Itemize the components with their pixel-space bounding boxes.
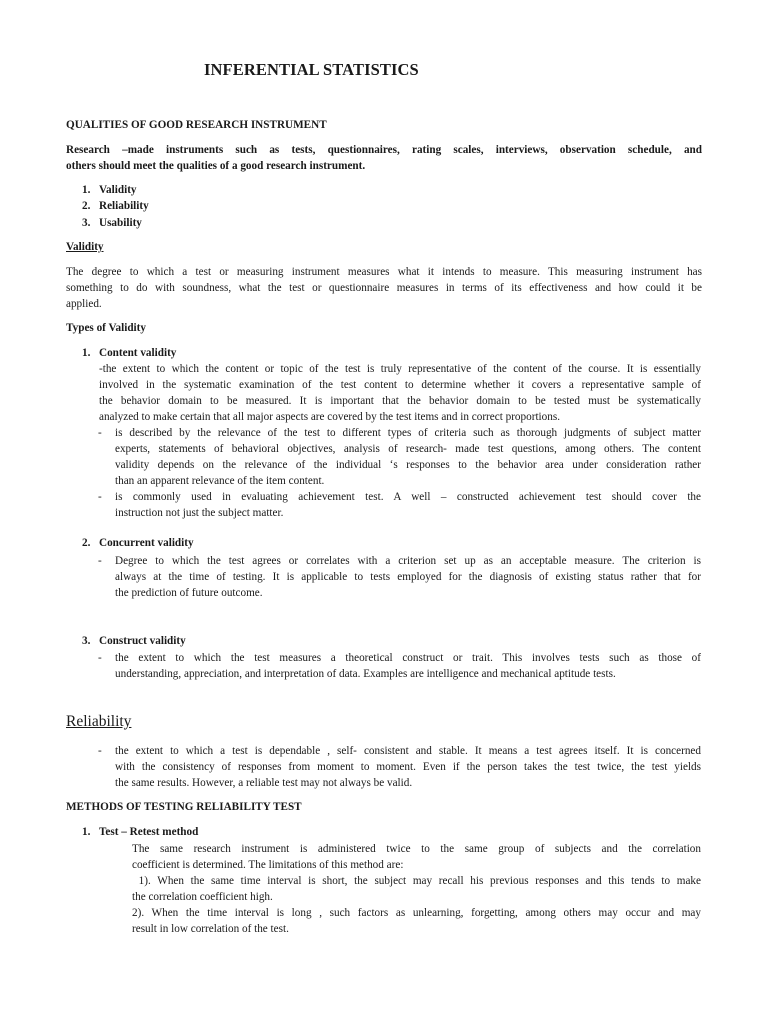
concurrent-validity-line: the prediction of future outcome.	[115, 587, 263, 599]
test-retest-line: the correlation coefficient high.	[132, 891, 273, 903]
bullet-dash: -	[98, 745, 102, 757]
construct-validity-line: the extent to which the test measures a theoretical construct or trait. This involves tests such as those of	[115, 652, 701, 664]
content-bullet-1-line: experts, statements of behavioral objectives, analysis of research- made test questions, among others. The content	[115, 443, 701, 455]
content-bullet-1-line: than an apparent relevance of the item content.	[115, 475, 325, 487]
content-validity-heading: 1. Content validity	[82, 347, 177, 359]
quality-item-usability: 3. Usability	[82, 217, 142, 229]
content-bullet-2-line: is commonly used in evaluating achievement test. A well – constructed achievement test should cover the	[115, 491, 701, 503]
validity-heading: Validity	[66, 241, 104, 253]
validity-def-line-1: The degree to which a test or measuring instrument measures what it intends to measure. This measuring instrument has	[66, 266, 702, 278]
concurrent-validity-line: Degree to which the test agrees or correlates with a criterion set up as an acceptable measure. The criterion is	[115, 555, 701, 567]
test-retest-line: result in low correlation of the test.	[132, 923, 289, 935]
test-retest-line: 1). When the same time interval is short, the subject may recall his previous responses and this tends to make	[132, 875, 701, 887]
reliability-line: with the consistency of responses from moment to moment. Even if the person takes the test twice, the test yields	[115, 761, 701, 773]
content-validity-para-line: -the extent to which the content or topic of the test is truly representative of the content of the course. It is essentially	[99, 363, 701, 375]
content-validity-para-line: analyzed to make certain that all major aspects are covered by the test items and in correct proportions.	[99, 411, 560, 423]
reliability-line: the same results. However, a reliable test may not always be valid.	[115, 777, 413, 789]
concurrent-validity-line: always at the time of testing. It is applicable to tests employed for the diagnosis of existing status rather that for	[115, 571, 701, 583]
reliability-heading: Reliability	[66, 713, 132, 730]
bullet-dash: -	[98, 652, 102, 664]
bullet-dash: -	[98, 427, 102, 439]
validity-def-line-3: applied.	[66, 298, 102, 310]
methods-heading: METHODS OF TESTING RELIABILITY TEST	[66, 801, 302, 813]
intro-line-2: others should meet the qualities of a good research instrument.	[66, 160, 366, 172]
validity-def-line-2: something to do with soundness, what the test or questionnaire measures in terms of its effectiveness and how could it be	[66, 282, 702, 294]
content-bullet-1-line: is described by the relevance of the test to different types of criteria such as thorough judgments of subject matter	[115, 427, 701, 439]
test-retest-line: coefficient is determined. The limitations of this method are:	[132, 859, 404, 871]
quality-item-reliability: 2. Reliability	[82, 200, 149, 212]
content-bullet-1-line: validity depends on the relevance of the individual ‘s responses to the behavior area under consideration rather	[115, 459, 701, 471]
content-validity-para-line: involved in the systematic examination of the test content to determine whether it covers a representative sample of	[99, 379, 701, 391]
content-bullet-2-line: instruction not just the subject matter.	[115, 507, 284, 519]
content-validity-para-line: the behavior domain to be measured. It is important that the behavior domain to be tested must be systematically	[99, 395, 701, 407]
construct-validity-line: understanding, appreciation, and interpretation of data. Examples are intelligence and mechanical aptitude tests.	[115, 668, 616, 680]
construct-validity-heading: 3. Construct validity	[82, 635, 186, 647]
quality-item-validity: 1. Validity	[82, 184, 137, 196]
types-of-validity-heading: Types of Validity	[66, 322, 146, 334]
bullet-dash: -	[98, 555, 102, 567]
intro-line-1: Research –made instruments such as tests, questionnaires, rating scales, interviews, observation schedule, and	[66, 144, 702, 156]
bullet-dash: -	[98, 491, 102, 503]
concurrent-validity-heading: 2. Concurrent validity	[82, 537, 194, 549]
reliability-line: the extent to which a test is dependable , self- consistent and stable. It means a test agrees itself. It is concerned	[115, 745, 701, 757]
test-retest-line: The same research instrument is administered twice to the same group of subjects and the correlation	[132, 843, 701, 855]
page-title: INFERENTIAL STATISTICS	[204, 60, 419, 79]
test-retest-heading: 1. Test – Retest method	[82, 826, 199, 838]
qualities-heading: QUALITIES OF GOOD RESEARCH INSTRUMENT	[66, 119, 327, 131]
test-retest-line: 2). When the time interval is long , such factors as unlearning, forgetting, among others may occur and may	[132, 907, 701, 919]
